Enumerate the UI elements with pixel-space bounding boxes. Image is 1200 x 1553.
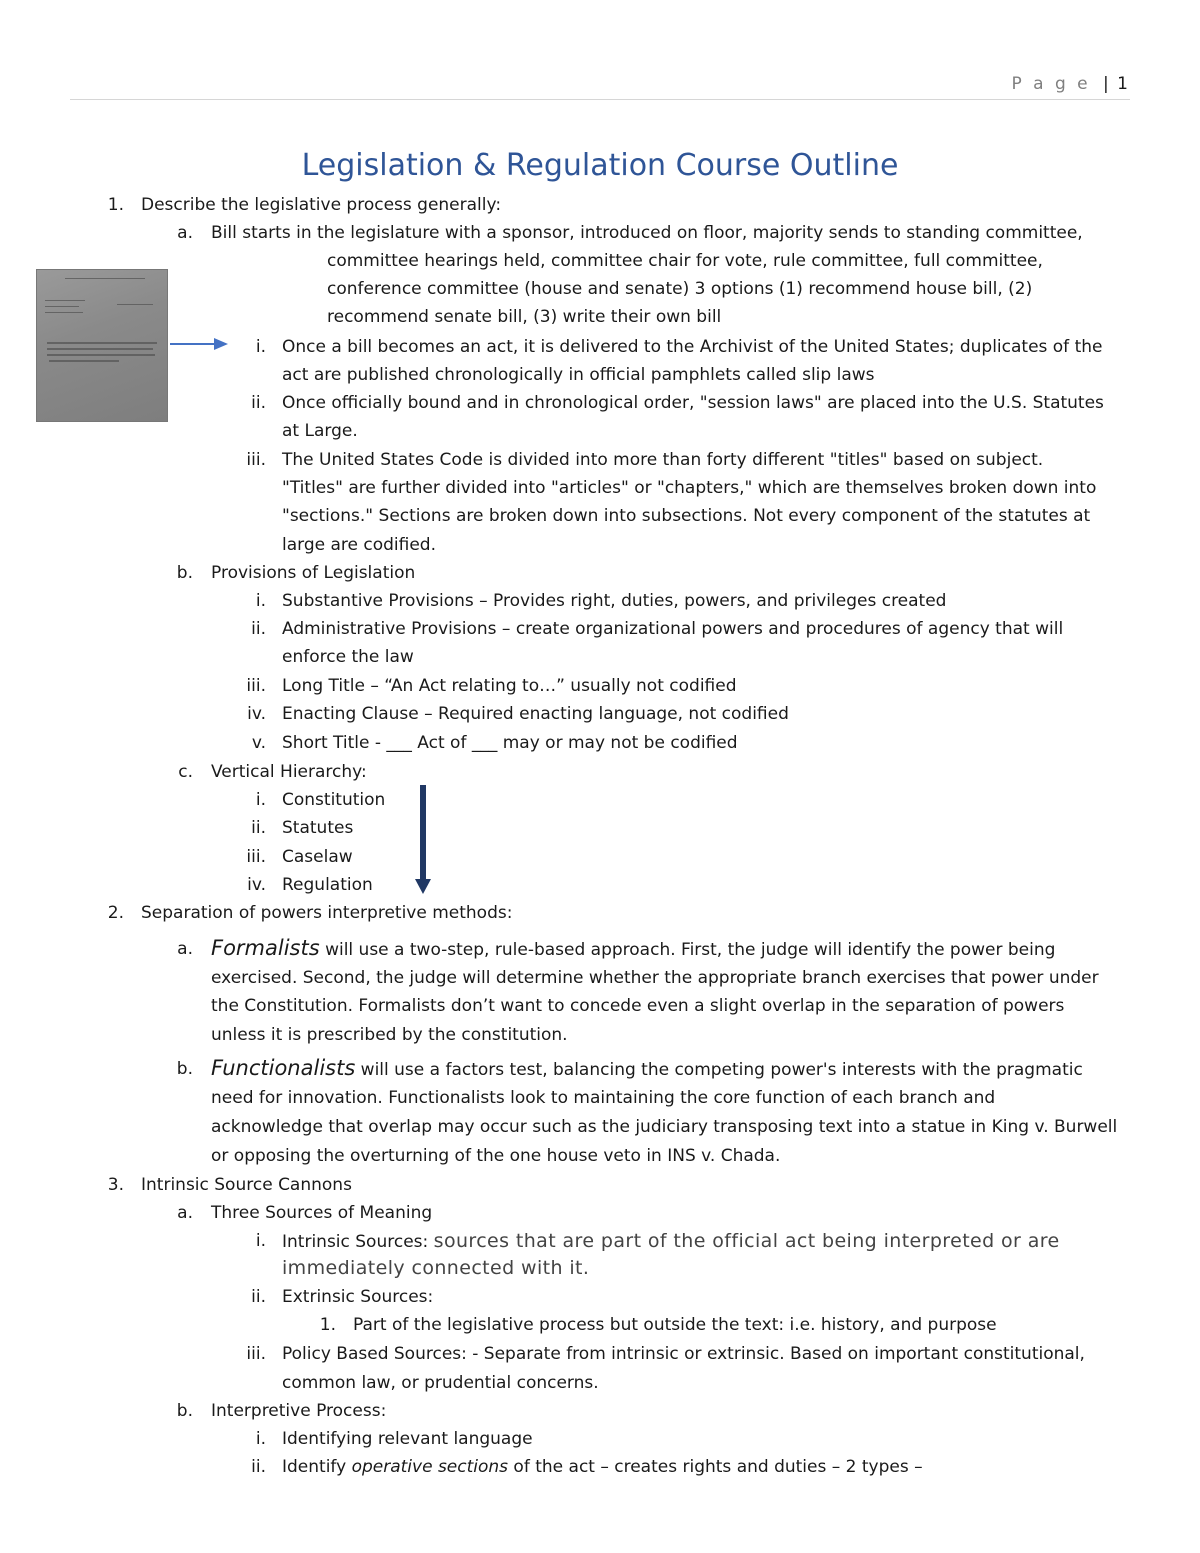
list-marker: iii. — [246, 676, 266, 696]
list-marker: a. — [177, 223, 193, 243]
list-item: Policy Based Sources: - Separate from intrinsic or extrinsic. Based on important constitutional, — [282, 1344, 1085, 1364]
list-item-continuation: large are codified. — [282, 535, 437, 555]
list-item-continuation: unless it is prescribed by the constitution. — [211, 1025, 568, 1045]
list-marker: ii. — [251, 818, 266, 838]
list-marker: iii. — [246, 1344, 266, 1364]
list-item-continuation: the Constitution. Formalists don’t want to concede even a slight overlap in the separation of powers — [211, 996, 1065, 1016]
list-marker: b. — [176, 1059, 193, 1079]
list-marker: ii. — [251, 619, 266, 639]
list-marker: ii. — [251, 1457, 266, 1477]
list-item: Describe the legislative process generally: — [141, 195, 502, 215]
hierarchy-item-caselaw: Caselaw — [282, 847, 353, 867]
list-item: Separation of powers interpretive methods: — [141, 903, 513, 923]
list-item: Enacting Clause – Required enacting language, not codified — [282, 704, 789, 724]
list-item: The United States Code is divided into more than forty different "titles" based on subject. — [282, 450, 1044, 470]
list-item-continuation: at Large. — [282, 421, 358, 441]
intrinsic-sources-item — [282, 1227, 1060, 1255]
list-marker: 3. — [107, 1175, 124, 1195]
list-marker: iv. — [247, 704, 266, 724]
page-label: P a g e — [1011, 74, 1091, 94]
list-item-continuation: act are published chronologically in official pamphlets called slip laws — [282, 365, 875, 385]
list-marker: v. — [251, 733, 266, 753]
page-number: 1 — [1117, 74, 1128, 94]
text-segment: Identify — [282, 1457, 352, 1477]
header-rule — [70, 99, 1130, 100]
list-item: Short Title - ___ Act of ___ may or may not be codified — [282, 733, 738, 753]
list-marker: b. — [176, 563, 193, 583]
list-marker: b. — [176, 1401, 193, 1421]
slip-law-thumbnail-image — [36, 269, 168, 422]
list-item: Vertical Hierarchy: — [211, 762, 367, 782]
list-item-continuation: exercised. Second, the judge will determine whether the appropriate branch exercises that power under — [211, 968, 1099, 988]
page-number-header — [1011, 74, 1128, 94]
list-marker: ii. — [251, 1287, 266, 1307]
list-item-continuation: committee hearings held, committee chair for vote, rule committee, full committee, — [327, 251, 1043, 271]
list-marker: 1. — [107, 195, 124, 215]
list-marker: 2. — [107, 903, 124, 923]
list-marker: i. — [255, 790, 266, 810]
list-item-continuation — [282, 1254, 589, 1282]
list-item-continuation: conference committee (house and senate) 3 options (1) recommend house bill, (2) — [327, 279, 1033, 299]
list-item-continuation: common law, or prudential concerns. — [282, 1373, 599, 1393]
list-item: Interpretive Process: — [211, 1401, 387, 1421]
list-marker: i. — [255, 1231, 266, 1251]
list-item: Administrative Provisions – create organizational powers and procedures of agency that will — [282, 619, 1064, 639]
hierarchy-item-statutes: Statutes — [282, 818, 354, 838]
definition-text: will use a factors test, balancing the competing power's interests with the pragmatic — [355, 1060, 1083, 1080]
functionalists-definition — [211, 1052, 1083, 1084]
list-marker: i. — [255, 337, 266, 357]
list-marker: iii. — [246, 847, 266, 867]
hierarchy-item-regulation: Regulation — [282, 875, 373, 895]
list-item: Extrinsic Sources: — [282, 1287, 434, 1307]
list-item-continuation: need for innovation. Functionalists look to maintaining the core function of each branch and — [211, 1088, 996, 1108]
operative-sections-item — [282, 1453, 923, 1481]
document-title: Legislation & Regulation Course Outline — [301, 148, 899, 183]
down-arrow-icon — [412, 783, 434, 897]
hierarchy-item-constitution: Constitution — [282, 790, 386, 810]
list-item-continuation: acknowledge that overlap may occur such as the judiciary transposing text into a statue in King v. Burwell — [211, 1117, 1118, 1137]
list-item-continuation: enforce the law — [282, 647, 414, 667]
label-intrinsic-sources: Intrinsic Sources: — [282, 1232, 434, 1252]
list-item: Once a bill becomes an act, it is delivered to the Archivist of the United States; duplicates of the — [282, 337, 1103, 357]
formalists-definition — [211, 932, 1055, 964]
list-item: Three Sources of Meaning — [211, 1203, 433, 1223]
list-item: Identifying relevant language — [282, 1429, 533, 1449]
list-marker: 1. — [319, 1315, 336, 1335]
list-marker: i. — [255, 1429, 266, 1449]
list-marker: iv. — [247, 875, 266, 895]
list-marker: c. — [178, 762, 193, 782]
list-marker: iii. — [246, 450, 266, 470]
list-item-continuation: "Titles" are further divided into "articles" or "chapters," which are themselves broken down into — [282, 478, 1097, 498]
list-item: Intrinsic Source Cannons — [141, 1175, 352, 1195]
list-item: Bill starts in the legislature with a sponsor, introduced on floor, majority sends to standing committee, — [211, 223, 1083, 243]
list-marker: a. — [177, 939, 193, 959]
list-item-continuation: "sections." Sections are broken down into subsections. Not every component of the statutes at — [282, 506, 1091, 526]
list-marker: ii. — [251, 393, 266, 413]
list-item: Once officially bound and in chronological order, "session laws" are placed into the U.S. Statutes — [282, 393, 1104, 413]
list-item-continuation: recommend senate bill, (3) write their own bill — [327, 307, 722, 327]
emphasized-text: operative sections — [351, 1457, 509, 1477]
list-item: Part of the legislative process but outside the text: i.e. history, and purpose — [353, 1315, 997, 1335]
list-marker: a. — [177, 1203, 193, 1223]
list-item: Long Title – “An Act relating to…” usually not codified — [282, 676, 737, 696]
term-functionalists: Functionalists — [211, 1056, 356, 1080]
list-item: Provisions of Legislation — [211, 563, 416, 583]
list-item: Substantive Provisions – Provides right, duties, powers, and privileges created — [282, 591, 947, 611]
definition-text: sources that are part of the official act being interpreted or are — [433, 1230, 1060, 1252]
text-segment: of the act – creates rights and duties – 2 types – — [508, 1457, 923, 1477]
list-marker: i. — [255, 591, 266, 611]
list-item-continuation: or opposing the overturning of the one house veto in INS v. Chada. — [211, 1146, 781, 1166]
definition-text: immediately connected with it. — [282, 1257, 590, 1279]
page-separator: | — [1103, 74, 1109, 94]
definition-text: will use a two-step, rule-based approach. First, the judge will identify the power being — [319, 940, 1056, 960]
term-formalists: Formalists — [211, 936, 320, 960]
